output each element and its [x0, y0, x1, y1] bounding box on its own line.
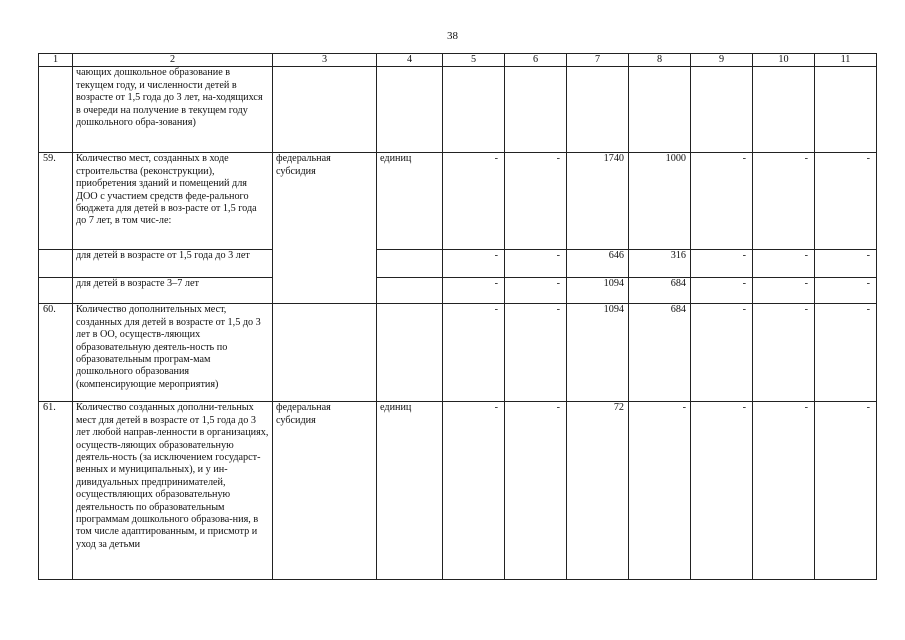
- row-number: [39, 67, 73, 153]
- cell: -: [443, 402, 505, 580]
- cell: -: [629, 402, 691, 580]
- cell: -: [505, 304, 567, 402]
- cell: -: [505, 250, 567, 278]
- table-row: [39, 153, 877, 250]
- cell: -: [691, 304, 753, 402]
- row-number: 60.: [39, 304, 73, 402]
- row-unit: [377, 278, 443, 304]
- cell: 1094: [567, 304, 629, 402]
- page-number: 38: [447, 30, 458, 42]
- cell: -: [505, 278, 567, 304]
- row-unit: [377, 67, 443, 153]
- row-unit: [377, 304, 443, 402]
- col-header: 11: [815, 54, 877, 67]
- table-row: [39, 250, 877, 278]
- cell: 1000: [629, 153, 691, 250]
- row-number: 59.: [39, 153, 73, 250]
- data-table: [38, 53, 877, 580]
- col-header: 9: [691, 54, 753, 67]
- col-header: 2: [73, 54, 273, 67]
- cell: -: [691, 278, 753, 304]
- cell: -: [815, 250, 877, 278]
- cell: 646: [567, 250, 629, 278]
- row-text: Количество мест, созданных в ходе строительства (реконструкции), приобретения зданий и помещений для ДОО с участием средств феде-рального бюджета для детей в воз-расте от 1,5 года до 7 лет, в том чис-ле:: [73, 153, 273, 250]
- col-header: 3: [273, 54, 377, 67]
- row-source: федеральная субсидия: [273, 402, 377, 580]
- cell: -: [505, 153, 567, 250]
- header-row: [39, 54, 877, 67]
- cell: -: [691, 402, 753, 580]
- cell: 684: [629, 278, 691, 304]
- row-source: [273, 67, 377, 153]
- col-header: 10: [753, 54, 815, 67]
- row-text: для детей в возрасте 3–7 лет: [73, 278, 273, 304]
- row-text: Количество созданных дополни-тельных мест для детей в возрасте от 1,5 года до 3 лет любой направ-ленности в организациях, осуществ-ляющих образовательную деятель-ность (за исключением государст-венных и муниципальных), и у ин-дивидуальных предпринимателей, осуществляющих образовательную деятельность по образовательным программам дошкольного образова-ния, в том числе адаптированным, и присмотр и уход за детьми: [73, 402, 273, 580]
- row-source: [273, 304, 377, 402]
- cell: -: [753, 402, 815, 580]
- cell: -: [443, 153, 505, 250]
- row-source: федеральная субсидия: [273, 153, 377, 304]
- cell: 1094: [567, 278, 629, 304]
- cell: -: [691, 250, 753, 278]
- cell: -: [753, 153, 815, 250]
- cell: -: [691, 153, 753, 250]
- cell: 316: [629, 250, 691, 278]
- col-header: 7: [567, 54, 629, 67]
- table-row: [39, 67, 877, 153]
- table-row: [39, 402, 877, 580]
- row-number: 61.: [39, 402, 73, 580]
- cell: -: [815, 278, 877, 304]
- cell: -: [443, 304, 505, 402]
- cell: -: [815, 153, 877, 250]
- col-header: 1: [39, 54, 73, 67]
- col-header: 6: [505, 54, 567, 67]
- row-text: Количество дополнительных мест, созданных для детей в возрасте от 1,5 до 3 лет в ОО, осуществ-ляющих образовательную деятель-ность по образовательным програм-мам дошкольного образования (компенсирующие мероприятия): [73, 304, 273, 402]
- cell: -: [753, 250, 815, 278]
- row-unit: единиц: [377, 153, 443, 250]
- row-unit: единиц: [377, 402, 443, 580]
- col-header: 5: [443, 54, 505, 67]
- row-number: [39, 278, 73, 304]
- cell: -: [815, 304, 877, 402]
- row-number: [39, 250, 73, 278]
- cell: -: [443, 278, 505, 304]
- table-row: [39, 278, 877, 304]
- row-text: чающих дошкольное образование в текущем году, и численности детей в возрасте от 1,5 года до 3 лет, на-ходящихся в очереди на получение в текущем году дошкольного обра-зования): [73, 67, 273, 153]
- cell: -: [753, 304, 815, 402]
- cell: 684: [629, 304, 691, 402]
- col-header: 8: [629, 54, 691, 67]
- table-row: [39, 304, 877, 402]
- cell: 72: [567, 402, 629, 580]
- row-text: для детей в возрасте от 1,5 года до 3 лет: [73, 250, 273, 278]
- cell: -: [753, 278, 815, 304]
- cell: -: [443, 250, 505, 278]
- row-unit: [377, 250, 443, 278]
- cell: 1740: [567, 153, 629, 250]
- cell: -: [505, 402, 567, 580]
- col-header: 4: [377, 54, 443, 67]
- cell: -: [815, 402, 877, 580]
